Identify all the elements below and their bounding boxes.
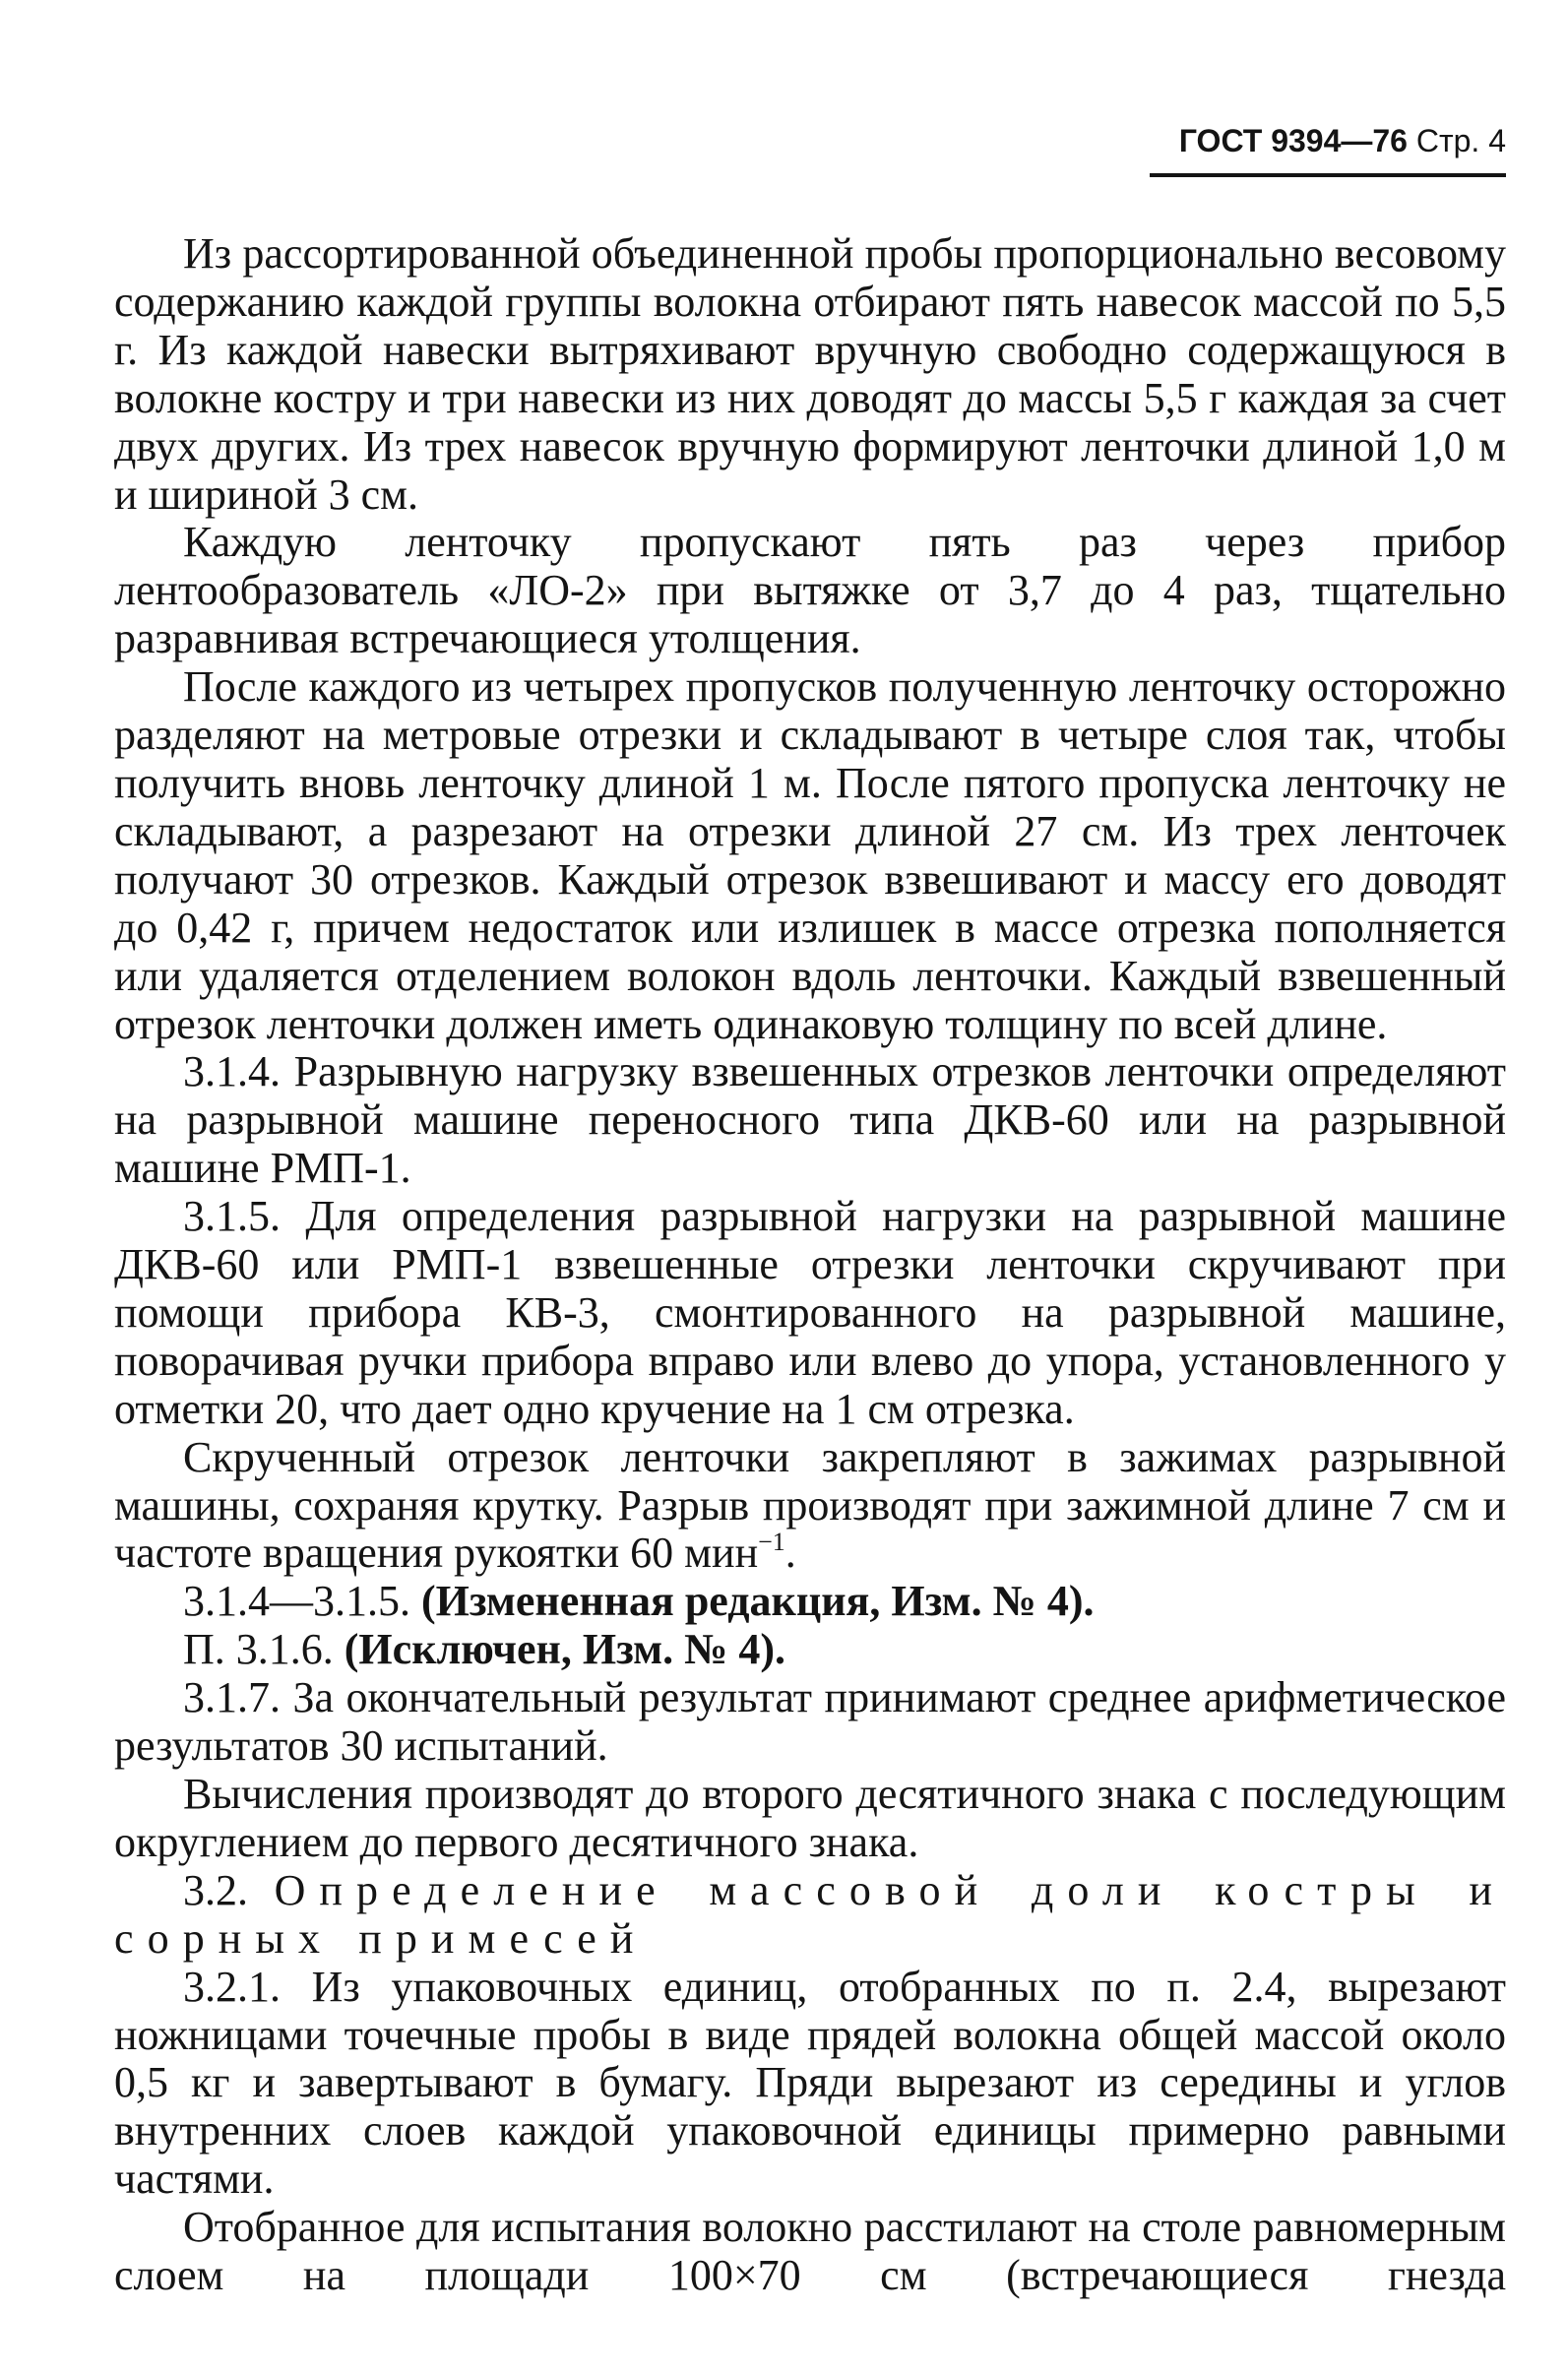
paragraph-ribbon-processing: Каждую ленточку пропускают пять раз через прибор лентообразователь «ЛО-2» при вытяжке от 3,7 до 4 раз, тщательно разравнивая встречающиеся утолщения. [114, 518, 1506, 663]
page-header [1150, 116, 1506, 177]
standard-number: ГОСТ 9394—76 [1178, 123, 1408, 158]
paragraph-calculation-rounding: Вычисления производят до второго десятичного знака с последующим округлением до первого десятичного знака. [114, 1770, 1506, 1866]
paragraph-amendment-note [114, 1578, 1506, 1626]
twisted-segment-text: Скрученный отрезок ленточки закрепляют в зажимах разрывной машины, сохраняя крутку. Разрыв производят при зажимной длине 7 см и частоте вращения рукоятки 60 мин [114, 1432, 1506, 1578]
paragraph-3-1-4: 3.1.4. Разрывную нагрузку взвешенных отрезков ленточки определяют на разрывной машине переносного типа ДКВ-60 или на разрывной машине РМП-1. [114, 1047, 1506, 1193]
paragraph-spreading-fiber: Отобранное для испытания волокно расстилают на столе равномерным слоем на площади 100×70 см (встречающиеся гнезда [114, 2203, 1506, 2300]
twisted-segment-end: . [784, 1529, 796, 1578]
amendment-clause-number: 3.1.4—3.1.5. [183, 1577, 410, 1626]
page-number: Стр. 4 [1415, 123, 1506, 158]
paragraph-excluded-note [114, 1626, 1506, 1674]
amendment-note-bold: (Измененная редакция, Изм. № 4). [421, 1577, 1095, 1626]
section-number: 3.2. [183, 1865, 248, 1914]
section-heading-3-2 [114, 1867, 1506, 1964]
paragraph-sample-selection: Из рассортированной объединенной пробы пропорционально весовому содержанию каждой группы волокна отбирают пять навесок массой по 5,5 г. Из каждой навески вытряхивают вручную свободно содержащуюся в волокне костру и три навески из них доводят до массы 5,5 г каждая за счет двух других. Из трех навесок вручную формируют ленточки длиной 1,0 м и шириной 3 см. [114, 229, 1506, 519]
paragraph-ribbon-cutting: После каждого из четырех пропусков полученную ленточку осторожно разделяют на метровые отрезки и складывают в четыре слоя так, чтобы получить вновь ленточку длиной 1 м. После пятого пропуска ленточку не складывают, а разрезают на отрезки длиной 27 см. Из трех ленточек получают 30 отрезков. Каждый отрезок взвешивают и массу его доводят до 0,42 г, причем недостаток или излишек в массе отрезка пополняется или удаляется отделением волокон вдоль ленточки. Каждый взвешенный отрезок ленточки должен иметь одинаковую толщину по всей длине. [114, 662, 1506, 1048]
superscript-minus-one: −1 [758, 1528, 785, 1557]
excluded-note-bold: (Исключен, Изм. № 4). [344, 1625, 785, 1674]
excluded-clause-number: П. 3.1.6. [183, 1625, 334, 1674]
paragraph-3-1-7: 3.1.7. За окончательный результат принимают среднее арифметическое результатов 30 испытаний. [114, 1673, 1506, 1771]
document-body [114, 230, 1506, 2300]
paragraph-twisted-segment [114, 1434, 1506, 1579]
paragraph-3-2-1: 3.2.1. Из упаковочных единиц, отобранных по п. 2.4, вырезают ножницами точечные пробы в виде прядей волокна общей массой около 0,5 кг и завертывают в бумагу. Пряди вырезают из середины и углов внутренних слоев каждой упаковочной единицы примерно равными частями. [114, 1962, 1506, 2204]
paragraph-3-1-5: 3.1.5. Для определения разрывной нагрузки на разрывной машине ДКВ-60 или РМП-1 взвешенные отрезки ленточки скручивают при помощи прибора КВ-3, смонтированного на разрывной машине, поворачивая ручки прибора вправо или влево до упора, установленного у отметки 20, что дает одно кручение на 1 см отрезка. [114, 1192, 1506, 1433]
section-title: Определение массовой доли костры и сорных примесей [114, 1865, 1506, 1963]
